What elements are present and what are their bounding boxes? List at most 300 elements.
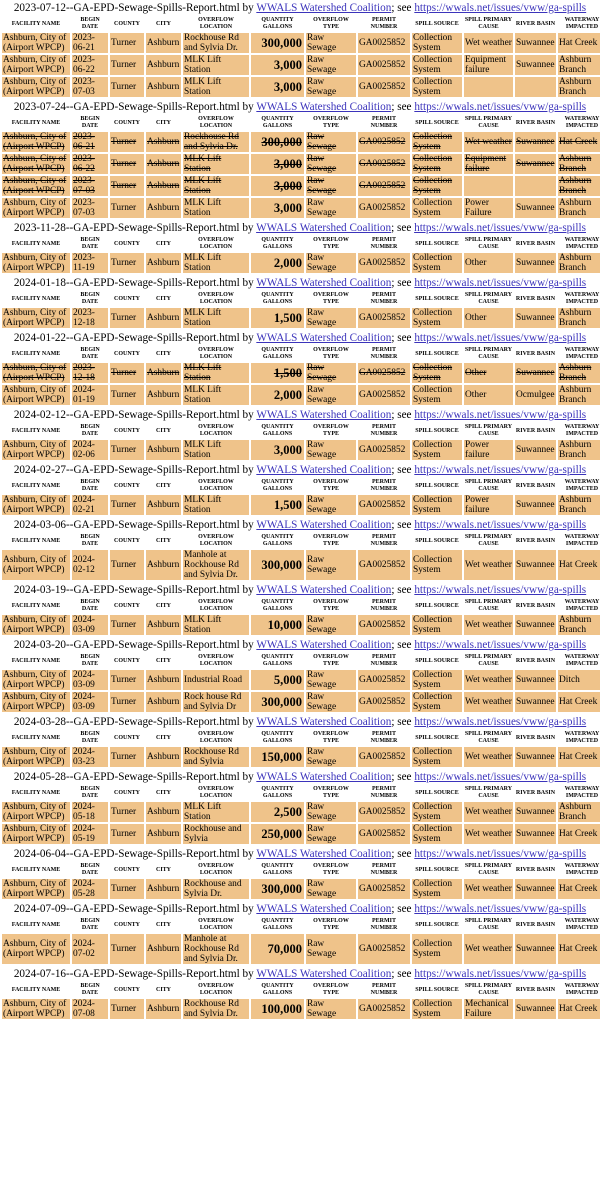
cell-spill-primary-cause: Wet weather — [464, 615, 513, 635]
cell-quantity-gallons: 1,500 — [251, 363, 304, 383]
wwals-link[interactable]: WWALS Watershed Coalition — [256, 519, 392, 531]
cell-river-basin: Suwannee — [515, 154, 556, 174]
spill-table — [0, 981, 600, 1021]
cell-river-basin: Suwannee — [515, 550, 556, 580]
col-header-facility-name: FACILITY NAME — [2, 479, 70, 493]
cell-city: Ashburn — [146, 495, 181, 515]
col-header-county: COUNTY — [110, 918, 144, 932]
report-filename: 2023-07-24--GA-EPD-Sewage-Spills-Report.html — [13, 101, 240, 113]
col-header-city: CITY — [146, 17, 181, 31]
cell-quantity-gallons: 300,000 — [251, 33, 304, 53]
by-text: by — [239, 968, 257, 980]
spill-report — [0, 0, 600, 99]
cell-spill-primary-cause: Wet weather — [464, 802, 513, 822]
col-header-county: COUNTY — [110, 534, 144, 548]
cell-waterway-impacted: Ashburn Branch — [558, 495, 600, 515]
col-header-spill-primary-cause: SPILL PRIMARY CAUSE — [464, 983, 513, 996]
col-header-begin-date: BEGIN DATE — [72, 983, 108, 997]
col-header-overflow-type: OVERFLOW TYPE — [306, 424, 356, 438]
cell-overflow-type: Raw Sewage — [306, 176, 356, 196]
cell-overflow-location: MLK Lift Station — [183, 495, 249, 515]
cell-overflow-location: Manhole at Rockhouse Rd and Sylvia Dr. — [183, 934, 249, 964]
col-header-river-basin: RIVER BASIN — [515, 347, 556, 361]
cell-spill-source: Collection System — [412, 879, 462, 899]
cell-city: Ashburn — [146, 77, 181, 97]
cell-overflow-type: Raw Sewage — [306, 440, 356, 460]
report-title — [0, 330, 600, 346]
cell-begin-date: 2023-12-18 — [72, 363, 108, 383]
cell-spill-source: Collection System — [412, 747, 462, 767]
header-row — [2, 116, 600, 130]
wwals-link[interactable]: WWALS Watershed Coalition — [256, 848, 392, 860]
cell-facility-name: Ashburn, City of (Airport WPCP) — [2, 198, 70, 218]
cell-overflow-location: MLK Lift Station — [183, 615, 249, 635]
col-header-permit-number: PERMIT NUMBER — [358, 424, 410, 438]
cell-overflow-type: Raw Sewage — [306, 824, 356, 844]
cell-waterway-impacted: Hat Creek — [558, 692, 600, 712]
header-row — [2, 292, 600, 306]
cell-facility-name: Ashburn, City of (Airport WPCP) — [2, 176, 70, 196]
ga-spills-link[interactable]: https://wwals.net/issues/vww/ga-spills — [414, 332, 587, 344]
cell-begin-date: 2023-07-03 — [72, 77, 108, 97]
ga-spills-link[interactable]: https://wwals.net/issues/vww/ga-spills — [414, 716, 587, 728]
cell-waterway-impacted: Ashburn Branch — [558, 55, 600, 75]
cell-permit-number: GA0025852 — [358, 615, 410, 635]
col-header-overflow-location: OVERFLOW LOCATION — [183, 654, 249, 668]
cell-overflow-type: Raw Sewage — [306, 550, 356, 580]
col-header-permit-number: PERMIT NUMBER — [358, 786, 410, 800]
wwals-link[interactable]: WWALS Watershed Coalition — [256, 277, 392, 289]
report-title — [0, 769, 600, 785]
spill-report — [0, 637, 600, 714]
wwals-link[interactable]: WWALS Watershed Coalition — [256, 903, 392, 915]
header-row — [2, 863, 600, 877]
see-text: ; see — [391, 464, 415, 476]
cell-overflow-location: MLK Lift Station — [183, 77, 249, 97]
report-filename: 2024-06-04--GA-EPD-Sewage-Spills-Report.html — [13, 848, 240, 860]
cell-county: Turner — [110, 55, 144, 75]
cell-quantity-gallons: 3,000 — [251, 77, 304, 97]
cell-waterway-impacted: Hat Creek — [558, 824, 600, 844]
cell-river-basin: Suwannee — [515, 198, 556, 218]
spill-table — [0, 916, 600, 966]
cell-spill-primary-cause — [464, 176, 513, 196]
ga-spills-link[interactable]: https://wwals.net/issues/vww/ga-spills — [414, 519, 587, 531]
by-text: by — [239, 2, 257, 14]
col-header-waterway-impacted: WATERWAY IMPACTED — [558, 786, 600, 800]
cell-river-basin: Ocmulgee — [515, 385, 556, 405]
ga-spills-link[interactable]: https://wwals.net/issues/vww/ga-spills — [414, 639, 587, 651]
cell-begin-date: 2024-03-23 — [72, 747, 108, 767]
cell-quantity-gallons: 2,000 — [251, 253, 304, 273]
spill-table — [0, 15, 600, 99]
cell-county: Turner — [110, 363, 144, 383]
col-header-permit-number: PERMIT NUMBER — [358, 983, 410, 997]
report-filename: 2024-07-16--GA-EPD-Sewage-Spills-Report.html — [13, 968, 240, 980]
cell-facility-name: Ashburn, City of (Airport WPCP) — [2, 154, 70, 174]
report-title — [0, 517, 600, 533]
cell-overflow-type: Raw Sewage — [306, 670, 356, 690]
col-header-overflow-location: OVERFLOW LOCATION — [183, 534, 249, 548]
col-header-spill-source: SPILL SOURCE — [412, 237, 462, 251]
header-row — [2, 424, 600, 438]
header-row — [2, 786, 600, 800]
cell-facility-name: Ashburn, City of (Airport WPCP) — [2, 747, 70, 767]
report-filename: 2024-03-28--GA-EPD-Sewage-Spills-Report.html — [13, 716, 240, 728]
cell-facility-name: Ashburn, City of (Airport WPCP) — [2, 550, 70, 580]
cell-waterway-impacted: Hat Creek — [558, 33, 600, 53]
cell-quantity-gallons: 300,000 — [251, 132, 304, 152]
cell-city: Ashburn — [146, 154, 181, 174]
table-row — [2, 363, 600, 383]
col-header-river-basin: RIVER BASIN — [515, 654, 556, 668]
report-filename: 2024-03-19--GA-EPD-Sewage-Spills-Report.html — [13, 584, 240, 596]
cell-waterway-impacted: Hat Creek — [558, 934, 600, 964]
cell-spill-primary-cause: Other — [464, 363, 513, 383]
cell-river-basin: Suwannee — [515, 253, 556, 273]
cell-waterway-impacted: Ashburn Branch — [558, 440, 600, 460]
cell-waterway-impacted: Ashburn Branch — [558, 154, 600, 174]
report-title — [0, 582, 600, 598]
cell-spill-source: Collection System — [412, 934, 462, 964]
cell-river-basin: Suwannee — [515, 934, 556, 964]
ga-spills-link[interactable]: https://wwals.net/issues/vww/ga-spills — [414, 2, 587, 14]
cell-permit-number: GA0025852 — [358, 308, 410, 328]
cell-county: Turner — [110, 879, 144, 899]
cell-facility-name: Ashburn, City of (Airport WPCP) — [2, 615, 70, 635]
col-header-begin-date: BEGIN DATE — [72, 599, 108, 613]
wwals-link[interactable]: WWALS Watershed Coalition — [256, 771, 392, 783]
ga-spills-link[interactable]: https://wwals.net/issues/vww/ga-spills — [414, 968, 587, 980]
col-header-overflow-location: OVERFLOW LOCATION — [183, 863, 249, 877]
by-text: by — [239, 639, 257, 651]
col-header-permit-number: PERMIT NUMBER — [358, 599, 410, 613]
col-header-river-basin: RIVER BASIN — [515, 534, 556, 548]
wwals-link[interactable]: WWALS Watershed Coalition — [256, 332, 392, 344]
table-row — [2, 176, 600, 196]
cell-begin-date: 2024-03-09 — [72, 692, 108, 712]
report-title — [0, 407, 600, 423]
cell-city: Ashburn — [146, 670, 181, 690]
col-header-river-basin: RIVER BASIN — [515, 599, 556, 613]
cell-county: Turner — [110, 440, 144, 460]
col-header-begin-date: BEGIN DATE — [72, 534, 108, 548]
cell-river-basin: Suwannee — [515, 879, 556, 899]
spill-table — [0, 290, 600, 330]
report-filename: 2024-01-18--GA-EPD-Sewage-Spills-Report.html — [13, 277, 240, 289]
col-header-city: CITY — [146, 479, 181, 493]
col-header-county: COUNTY — [110, 479, 144, 493]
col-header-spill-primary-cause: SPILL PRIMARY CAUSE — [464, 424, 513, 437]
cell-waterway-impacted: Ashburn Branch — [558, 198, 600, 218]
cell-overflow-location: MLK Lift Station — [183, 55, 249, 75]
see-text: ; see — [391, 2, 415, 14]
col-header-spill-source: SPILL SOURCE — [412, 116, 462, 130]
report-title — [0, 0, 600, 16]
spill-report — [0, 966, 600, 1021]
col-header-facility-name: FACILITY NAME — [2, 424, 70, 438]
table-row — [2, 33, 600, 53]
cell-permit-number: GA0025852 — [358, 132, 410, 152]
col-header-quantity-gallons: QUANTITY GALLONS — [251, 731, 304, 745]
wwals-link[interactable]: WWALS Watershed Coalition — [256, 968, 392, 980]
col-header-overflow-type: OVERFLOW TYPE — [306, 479, 356, 493]
cell-quantity-gallons: 3,000 — [251, 154, 304, 174]
cell-begin-date: 2024-02-21 — [72, 495, 108, 515]
cell-quantity-gallons: 250,000 — [251, 824, 304, 844]
cell-begin-date: 2024-05-28 — [72, 879, 108, 899]
wwals-link[interactable]: WWALS Watershed Coalition — [256, 584, 392, 596]
col-header-facility-name: FACILITY NAME — [2, 863, 70, 877]
col-header-spill-source: SPILL SOURCE — [412, 983, 462, 997]
cell-quantity-gallons: 2,500 — [251, 802, 304, 822]
cell-river-basin: Suwannee — [515, 440, 556, 460]
cell-county: Turner — [110, 308, 144, 328]
wwals-link[interactable]: WWALS Watershed Coalition — [256, 409, 392, 421]
ga-spills-link[interactable]: https://wwals.net/issues/vww/ga-spills — [414, 409, 587, 421]
cell-quantity-gallons: 300,000 — [251, 879, 304, 899]
col-header-permit-number: PERMIT NUMBER — [358, 534, 410, 548]
cell-overflow-location: Rockhouse and Sylvia — [183, 824, 249, 844]
cell-overflow-type: Raw Sewage — [306, 934, 356, 964]
cell-city: Ashburn — [146, 132, 181, 152]
col-header-overflow-location: OVERFLOW LOCATION — [183, 786, 249, 800]
see-text: ; see — [391, 903, 415, 915]
cell-spill-source: Collection System — [412, 999, 462, 1019]
col-header-spill-source: SPILL SOURCE — [412, 424, 462, 438]
col-header-quantity-gallons: QUANTITY GALLONS — [251, 292, 304, 306]
by-text: by — [239, 584, 257, 596]
wwals-link[interactable]: WWALS Watershed Coalition — [256, 464, 392, 476]
col-header-city: CITY — [146, 983, 181, 997]
wwals-link[interactable]: WWALS Watershed Coalition — [256, 101, 392, 113]
col-header-overflow-type: OVERFLOW TYPE — [306, 347, 356, 361]
cell-quantity-gallons: 70,000 — [251, 934, 304, 964]
col-header-overflow-location: OVERFLOW LOCATION — [183, 424, 249, 438]
see-text: ; see — [391, 277, 415, 289]
ga-spills-link[interactable]: https://wwals.net/issues/vww/ga-spills — [414, 277, 587, 289]
col-header-spill-primary-cause: SPILL PRIMARY CAUSE — [464, 786, 513, 799]
cell-spill-source: Collection System — [412, 385, 462, 405]
col-header-waterway-impacted: WATERWAY IMPACTED — [558, 654, 600, 668]
cell-facility-name: Ashburn, City of (Airport WPCP) — [2, 495, 70, 515]
col-header-permit-number: PERMIT NUMBER — [358, 918, 410, 932]
cell-river-basin: Suwannee — [515, 824, 556, 844]
by-text: by — [239, 771, 257, 783]
col-header-spill-primary-cause: SPILL PRIMARY CAUSE — [464, 347, 513, 360]
cell-spill-source: Collection System — [412, 33, 462, 53]
col-header-county: COUNTY — [110, 599, 144, 613]
cell-permit-number: GA0025852 — [358, 55, 410, 75]
cell-river-basin: Suwannee — [515, 363, 556, 383]
cell-overflow-type: Raw Sewage — [306, 802, 356, 822]
cell-facility-name: Ashburn, City of (Airport WPCP) — [2, 824, 70, 844]
cell-city: Ashburn — [146, 747, 181, 767]
cell-spill-primary-cause: Wet weather — [464, 879, 513, 899]
col-header-county: COUNTY — [110, 292, 144, 306]
table-row — [2, 198, 600, 218]
col-header-city: CITY — [146, 786, 181, 800]
ga-spills-link[interactable]: https://wwals.net/issues/vww/ga-spills — [414, 464, 587, 476]
col-header-quantity-gallons: QUANTITY GALLONS — [251, 347, 304, 361]
ga-spills-link[interactable]: https://wwals.net/issues/vww/ga-spills — [414, 771, 587, 783]
cell-county: Turner — [110, 253, 144, 273]
col-header-waterway-impacted: WATERWAY IMPACTED — [558, 863, 600, 877]
cell-overflow-location: Manhole at Rockhouse Rd and Sylvia Dr. — [183, 550, 249, 580]
cell-river-basin: Suwannee — [515, 33, 556, 53]
col-header-waterway-impacted: WATERWAY IMPACTED — [558, 347, 600, 361]
cell-river-basin — [515, 77, 556, 97]
cell-spill-primary-cause: Power Failure — [464, 198, 513, 218]
col-header-spill-primary-cause: SPILL PRIMARY CAUSE — [464, 479, 513, 492]
cell-overflow-location: Rockhouse Rd and Sylvia Dr. — [183, 132, 249, 152]
cell-overflow-location: MLK Lift Station — [183, 802, 249, 822]
col-header-overflow-type: OVERFLOW TYPE — [306, 17, 356, 31]
cell-overflow-location: Rockhouse and Sylvia Dr. — [183, 879, 249, 899]
cell-river-basin: Suwannee — [515, 495, 556, 515]
by-text: by — [239, 277, 257, 289]
table-row — [2, 824, 600, 844]
cell-county: Turner — [110, 154, 144, 174]
col-header-waterway-impacted: WATERWAY IMPACTED — [558, 237, 600, 251]
cell-city: Ashburn — [146, 385, 181, 405]
cell-permit-number: GA0025852 — [358, 934, 410, 964]
col-header-begin-date: BEGIN DATE — [72, 479, 108, 493]
wwals-link[interactable]: WWALS Watershed Coalition — [256, 639, 392, 651]
header-row — [2, 237, 600, 251]
cell-city: Ashburn — [146, 999, 181, 1019]
spill-table — [0, 345, 600, 407]
table-row — [2, 495, 600, 515]
col-header-facility-name: FACILITY NAME — [2, 918, 70, 932]
cell-city: Ashburn — [146, 879, 181, 899]
wwals-link[interactable]: WWALS Watershed Coalition — [256, 716, 392, 728]
cell-overflow-type: Raw Sewage — [306, 132, 356, 152]
col-header-permit-number: PERMIT NUMBER — [358, 479, 410, 493]
col-header-river-basin: RIVER BASIN — [515, 786, 556, 800]
cell-county: Turner — [110, 615, 144, 635]
cell-spill-primary-cause: Wet weather — [464, 934, 513, 964]
cell-waterway-impacted: Ditch — [558, 670, 600, 690]
col-header-spill-primary-cause: SPILL PRIMARY CAUSE — [464, 237, 513, 250]
col-header-facility-name: FACILITY NAME — [2, 731, 70, 745]
cell-facility-name: Ashburn, City of (Airport WPCP) — [2, 132, 70, 152]
table-row — [2, 670, 600, 690]
col-header-river-basin: RIVER BASIN — [515, 983, 556, 997]
spill-table — [0, 477, 600, 517]
col-header-facility-name: FACILITY NAME — [2, 786, 70, 800]
col-header-river-basin: RIVER BASIN — [515, 479, 556, 493]
col-header-overflow-type: OVERFLOW TYPE — [306, 599, 356, 613]
cell-spill-source: Collection System — [412, 198, 462, 218]
ga-spills-link[interactable]: https://wwals.net/issues/vww/ga-spills — [414, 222, 586, 234]
col-header-spill-primary-cause: SPILL PRIMARY CAUSE — [464, 17, 513, 30]
by-text: by — [239, 519, 257, 531]
ga-spills-link[interactable]: https://wwals.net/issues/vww/ga-spills — [414, 584, 587, 596]
table-row — [2, 55, 600, 75]
spill-report — [0, 517, 600, 582]
ga-spills-link[interactable]: https://wwals.net/issues/vww/ga-spills — [414, 101, 587, 113]
cell-spill-primary-cause: Wet weather — [464, 692, 513, 712]
col-header-county: COUNTY — [110, 17, 144, 31]
cell-waterway-impacted: Ashburn Branch — [558, 802, 600, 822]
col-header-overflow-location: OVERFLOW LOCATION — [183, 237, 249, 251]
cell-quantity-gallons: 150,000 — [251, 747, 304, 767]
cell-permit-number: GA0025852 — [358, 154, 410, 174]
col-header-waterway-impacted: WATERWAY IMPACTED — [558, 424, 600, 438]
cell-overflow-type: Raw Sewage — [306, 308, 356, 328]
table-row — [2, 440, 600, 460]
cell-spill-source: Collection System — [412, 495, 462, 515]
cell-facility-name: Ashburn, City of (Airport WPCP) — [2, 77, 70, 97]
cell-facility-name: Ashburn, City of (Airport WPCP) — [2, 33, 70, 53]
cell-overflow-type: Raw Sewage — [306, 363, 356, 383]
col-header-facility-name: FACILITY NAME — [2, 292, 70, 306]
cell-city: Ashburn — [146, 198, 181, 218]
table-row — [2, 802, 600, 822]
see-text: ; see — [391, 584, 415, 596]
cell-overflow-location: Industrial Road — [183, 670, 249, 690]
cell-county: Turner — [110, 495, 144, 515]
cell-overflow-type: Raw Sewage — [306, 77, 356, 97]
col-header-quantity-gallons: QUANTITY GALLONS — [251, 17, 304, 31]
cell-facility-name: Ashburn, City of (Airport WPCP) — [2, 308, 70, 328]
ga-spills-link[interactable]: https://wwals.net/issues/vww/ga-spills — [414, 848, 587, 860]
cell-quantity-gallons: 3,000 — [251, 198, 304, 218]
col-header-quantity-gallons: QUANTITY GALLONS — [251, 983, 304, 997]
cell-spill-source: Collection System — [412, 77, 462, 97]
col-header-overflow-location: OVERFLOW LOCATION — [183, 292, 249, 306]
cell-county: Turner — [110, 132, 144, 152]
see-text: ; see — [391, 639, 415, 651]
cell-overflow-location: Rockhouse Rd and Sylvia Dr. — [183, 999, 249, 1019]
col-header-spill-source: SPILL SOURCE — [412, 292, 462, 306]
col-header-permit-number: PERMIT NUMBER — [358, 654, 410, 668]
spill-report — [0, 846, 600, 901]
cell-quantity-gallons: 5,000 — [251, 670, 304, 690]
cell-spill-primary-cause: Wet weather — [464, 824, 513, 844]
cell-permit-number: GA0025852 — [358, 253, 410, 273]
see-text: ; see — [391, 332, 415, 344]
col-header-overflow-location: OVERFLOW LOCATION — [183, 116, 249, 130]
col-header-facility-name: FACILITY NAME — [2, 654, 70, 668]
cell-permit-number: GA0025852 — [358, 670, 410, 690]
col-header-spill-primary-cause: SPILL PRIMARY CAUSE — [464, 599, 513, 612]
col-header-permit-number: PERMIT NUMBER — [358, 347, 410, 361]
wwals-link[interactable]: WWALS Watershed Coalition — [256, 2, 392, 14]
col-header-facility-name: FACILITY NAME — [2, 983, 70, 997]
cell-river-basin: Suwannee — [515, 692, 556, 712]
cell-river-basin: Suwannee — [515, 308, 556, 328]
cell-facility-name: Ashburn, City of (Airport WPCP) — [2, 802, 70, 822]
cell-begin-date: 2024-03-09 — [72, 670, 108, 690]
ga-spills-link[interactable]: https://wwals.net/issues/vww/ga-spills — [414, 903, 587, 915]
cell-overflow-type: Raw Sewage — [306, 385, 356, 405]
col-header-county: COUNTY — [110, 983, 144, 997]
spill-report — [0, 220, 600, 275]
col-header-quantity-gallons: QUANTITY GALLONS — [251, 237, 304, 251]
cell-begin-date: 2024-07-08 — [72, 999, 108, 1019]
cell-waterway-impacted: Ashburn Branch — [558, 385, 600, 405]
spill-table — [0, 784, 600, 846]
report-filename: 2024-03-06--GA-EPD-Sewage-Spills-Report.html — [13, 519, 240, 531]
cell-overflow-location: MLK Lift Station — [183, 198, 249, 218]
cell-spill-primary-cause: Wet weather — [464, 747, 513, 767]
wwals-link[interactable]: WWALS Watershed Coalition — [256, 222, 392, 234]
col-header-begin-date: BEGIN DATE — [72, 731, 108, 745]
cell-county: Turner — [110, 198, 144, 218]
spill-table — [0, 597, 600, 637]
